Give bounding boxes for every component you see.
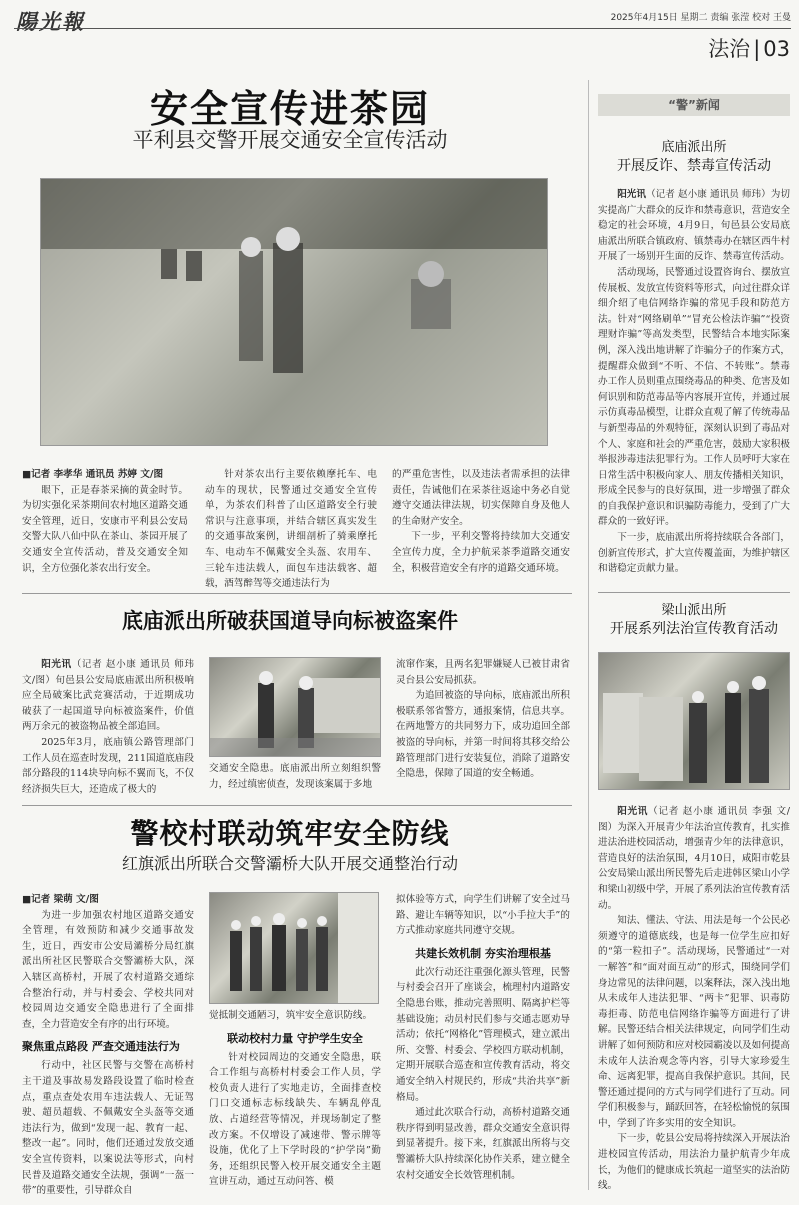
sidebar-item1-para1 bbox=[598, 187, 790, 265]
sidebar-item2-para3: 下一步，乾县公安局将持续深入开展法治进校园宣传活动，用法治力量护航青少年成长，为他们的健康成长筑起一道坚实的法治防线。 bbox=[598, 1133, 790, 1192]
story3-caption: 觉抵制交通陋习，筑牢安全意识防线。 bbox=[209, 1010, 373, 1021]
story2-para1-text: （记者 赵小康 通讯员 师玮 文/图）旬邑县公安局底庙派出所积极响应全局破案比武竞赛活动，于近期成功破获了一起国道导向标被盗案件，价值两万余元的被盗物品被全部追回。 bbox=[22, 659, 195, 733]
story1-para1: 眼下，正是春茶采摘的黄金时节。为切实强化采茶期间农村地区道路交通安全管理，近日，安康市平利县公安局交警大队八仙中队在茶山、茶园开展了交通安全宣传活动，普及交通安全知识，全方位强化茶农出行安全。 bbox=[22, 484, 188, 574]
story3-col3 bbox=[396, 892, 570, 1183]
story3-col1 bbox=[22, 892, 194, 1199]
story2-caption: 交通安全隐患。底庙派出所立刻组织警力，经过缜密侦查，发现该案属于多地 bbox=[209, 763, 381, 790]
story2-col3 bbox=[396, 657, 570, 782]
story2-caption-block bbox=[209, 761, 381, 792]
story2-para2: 2025年3月，底庙镇公路管理部门工作人员在巡查时发现，211国道底庙段部分路段的114块导向标不翼而飞，不仅经济损失巨大，还造成了极大的 bbox=[22, 736, 194, 795]
sidebar-item1-para3: 下一步，底庙派出所将持续联合各部门，创新宣传形式，扩大宣传覆盖面，为维护辖区和谐稳定贡献力量。 bbox=[598, 532, 790, 575]
sidebar-item2-para2: 知法、懂法、守法、用法是每一个公民必须遵守的道德底线，也是每一位学生应扣好的“第一粒扣子”。活动现场，民警通过“一对一解答”和“面对面互动”的形式，围绕同学们身边常见的法律问题，以案释法，深入浅出地从未成年人违法犯罪、“两卡”犯罪、识毒防毒拒毒、防范电信网络诈骗等方面进行了讲解。民警还结合相关法律规定，向同学们生动讲解了如何预防和应对校园霸凌以及如何提高未成年人法治观念等内容，引导大家珍爱生命、远离犯罪，提高自我保护意识。其间，民警还通过提问的方式与同学们进行了互动。同学们积极参与，踊跃回答，在轻松愉悦的氛围中，学到了许多实用的安全知识。 bbox=[598, 915, 790, 1129]
story1-para4: 下一步，平利交警将持续加大交通安全宣传力度，全力护航采茶季道路交通安全，积极营造安全有序的道路交通环境。 bbox=[392, 531, 570, 574]
sidebar-item2-para1 bbox=[598, 804, 790, 913]
story2-para1 bbox=[22, 657, 194, 735]
sidebar-item1-para1-text: （记者 赵小康 通讯员 师玮）为切实提高广大群众的反诈和禁毒意识，营造安全稳定的社会环境，4月9日，旬邑县公安局底庙派出所联合镇政府、镇禁毒办在辖区西牛村开展了一场别开生面的反诈、禁毒宣传活动。 bbox=[598, 189, 790, 263]
story1-para2: 针对茶农出行主要依赖摩托车、电动车的现状，民警通过交通安全宣传单，为茶农们科普了山区道路安全行驶常识与注意事项，并结合辖区真实发生的交通事故案例，讲细剖析了骑乘摩托车、电动车不佩戴安全头盔、农用车、三轮车违法载人，面包车违法载客、超载，酒驾醉驾等交通违法行为 bbox=[205, 469, 377, 590]
story2-lead: 阳光讯 bbox=[41, 659, 72, 670]
sidebar-column-tag bbox=[598, 94, 790, 116]
column-tag-label: “警”新闻 bbox=[668, 98, 720, 112]
story3-rule bbox=[22, 805, 572, 806]
section-name: 法治 bbox=[708, 37, 751, 61]
sidebar-rule bbox=[598, 592, 790, 593]
story3-subhead1: 聚焦重点路段 严查交通违法行为 bbox=[22, 1040, 180, 1054]
story3-col2 bbox=[209, 1008, 381, 1190]
sidebar-item1-lead: 阳光讯 bbox=[617, 189, 647, 200]
header-rule bbox=[14, 28, 791, 29]
page-number: 03 bbox=[763, 37, 790, 61]
story1-col1 bbox=[22, 467, 188, 576]
story3-para5: 此次行动还注重强化源头管理，民警与村委会召开了座谈会，梳理村内道路安全隐患台账，推动完善照明、隔离护栏等基础设施；动员村民们参与交通志愿劝导活动；依托“网格化”管理模式，建立派出所、交警、村委会、学校四方联动机制，定期开展联合巡查和宣传教育活动，将交通安全纳入村规民约，形成“共治共享”新格局。 bbox=[396, 966, 570, 1103]
story1-photo bbox=[40, 178, 548, 446]
masthead-logo: 陽光報 bbox=[16, 9, 85, 34]
story1-col2 bbox=[205, 467, 377, 592]
story3-subhead3: 共建长效机制 夯实治理根基 bbox=[415, 946, 551, 960]
story3-byline: ■记者 梁萌 文/图 bbox=[22, 894, 99, 905]
story1-byline: ■记者 李孝华 通讯员 苏婷 文/图 bbox=[22, 469, 164, 480]
story3-para4: 拟体验等方式，向学生们讲解了安全过马路、避让车辆等知识，以“小手拉大手”的方式推动家庭共同遵守交规。 bbox=[396, 894, 570, 937]
story1-para3: 的严重危害性，以及违法者需承担的法律责任，告诫他们在采茶往返途中务必自觉遵守交通法律法规，切实保障自身及他人的生命财产安全。 bbox=[392, 469, 570, 527]
story1-subtitle: 平利县交警开展交通安全宣传活动 bbox=[132, 128, 448, 152]
sidebar-item2-title: 梁山派出所 bbox=[661, 603, 727, 618]
story1-title: 安全宣传进茶园 bbox=[149, 87, 430, 131]
story2-col1 bbox=[22, 657, 194, 797]
sidebar-item1-subtitle: 开展反诈、禁毒宣传活动 bbox=[617, 158, 771, 174]
story2-rule bbox=[22, 593, 572, 594]
story2-photo bbox=[209, 657, 381, 757]
date-line: 2025年4月15日 星期二 责编 张滢 校对 王曼 bbox=[610, 13, 791, 23]
story2-title: 底庙派出所破获国道导向标被盗案件 bbox=[122, 609, 458, 633]
sidebar-item2-photo bbox=[598, 652, 790, 790]
sidebar-item1-title: 底庙派出所 bbox=[661, 140, 727, 155]
story3-subtitle: 红旗派出所联合交警灞桥大队开展交通整治行动 bbox=[121, 854, 458, 873]
school-visit-photo-shapes bbox=[599, 653, 789, 789]
story3-para2: 行动中，社区民警与交警在高桥村主干道及事故易发路段设置了临时检查点，重点查处农用车违法载人、无证驾驶、超员超载、不佩戴安全头盔等交通违法行为，做到“发现一起、教育一起、整改一起”。同时，他们还通过发放交通安全宣传资料，以案说法等形式，向村民普及道路交通安全法规，强调“一盔一带”的重要性，引导群众自 bbox=[22, 1060, 194, 1197]
sidebar-item2-para1-text: （记者 赵小康 通讯员 李强 文/图）为深入开展青少年法治宣传教育，扎实推进法治进校园活动，增强青少年的法律意识，营造良好的法治氛围，4月10日，咸阳市乾县公安局梁山派出所民警先后走进韩区梁山小学和梁山初级中学，开展了系列法治宣传教育活动。 bbox=[598, 806, 791, 911]
sidebar-item1-para2: 活动现场，民警通过设置咨询台、摆放宣传展板、发放宣传资料等形式，向过往群众详细介绍了电信网络诈骗的常见手段和防范方法。针对“网络刷单”“冒充公检法诈骗”“投资理财诈骗”等高发类型，民警结合本地实际案例，深入浅出地讲解了诈骗分子的作案方式，提醒群众做到“不听、不信、不转账”。禁毒办工作人员则重点围绕毒品的种类、危害及如何识别和防范毒品等内容展开宣传，并通过展示仿真毒品模型，让群众直观了解了传统毒品与新型毒品的外观特征，深刻认识到了毒品对个人、家庭和社会的严重危害，鼓励大家积极举报涉毒违法犯罪行为。工作人员呼吁大家在日常生活中积极向家人、朋友传播相关知识，形成全民参与的良好氛围，进一步增强了群众的自我保护意识和识骗防毒能力，受到了广大群众的一致好评。 bbox=[598, 266, 790, 528]
story1-col3 bbox=[392, 467, 570, 576]
story3-subhead2: 联动校村力量 守护学生安全 bbox=[227, 1031, 363, 1045]
story3-para3: 针对校园周边的交通安全隐患，联合工作组与高桥村村委会工作人员，学校负责人进行了实地走访，全面排查校门口交通标志标线缺失、车辆乱停乱放、占道经营等情况，并现场制定了整改方案。不仅增设了减速带、警示牌等设施，优化了上下学时段的“护学岗”勤务，还组织民警入校开展交通安全主题宣讲互动，通过互动问答、模 bbox=[209, 1051, 381, 1188]
handover-photo-shapes bbox=[210, 658, 380, 756]
sidebar-item2-body bbox=[598, 804, 790, 1194]
section-label: 法治 | 03 bbox=[708, 37, 790, 61]
sidebar-item1-body bbox=[598, 187, 790, 577]
story3-para1: 为进一步加强农村地区道路交通安全管理，有效预防和减少交通事故发生，近日，西安市公安局灞桥分局红旗派出所社区民警联合交警灞桥大队，深入辖区高桥村，开展了农村道路交通综合整治行动，并与村委会、学校共同对校园周边交通安全隐患进行了全面排查，全力营造安全有序的出行环境。 bbox=[22, 909, 194, 1030]
sidebar-item2-lead: 阳光讯 bbox=[617, 806, 649, 817]
tea-garden-photo-shapes bbox=[41, 179, 547, 445]
village-patrol-photo-shapes bbox=[210, 893, 378, 1003]
story3-title: 警校村联动筑牢安全防线 bbox=[130, 817, 450, 850]
story2-para3: 流窜作案，且两名犯罪嫌疑人已被甘肃省灵台县公安局抓获。 bbox=[396, 659, 570, 686]
story3-para6: 通过此次联合行动，高桥村道路交通秩序得到明显改善，群众交通安全意识得到显著提升。接下来，红旗派出所将与交警灞桥大队持续深化协作关系，建立健全农村交通安全长效管理机制。 bbox=[396, 1107, 570, 1181]
sidebar-item2-subtitle: 开展系列法治宣传教育活动 bbox=[610, 621, 778, 637]
sidebar-divider bbox=[588, 80, 589, 1190]
story3-photo bbox=[209, 892, 379, 1004]
story2-para4: 为追回被盗的导向标，底庙派出所积极联系邻省警方，通报案情，信息共享。在两地警方的共同努力下，成功追回全部被盗的导向标，并第一时间将其移交给公路管理部门进行安装复位，消除了道路安全隐患，保障了国道的安全畅通。 bbox=[396, 690, 570, 780]
